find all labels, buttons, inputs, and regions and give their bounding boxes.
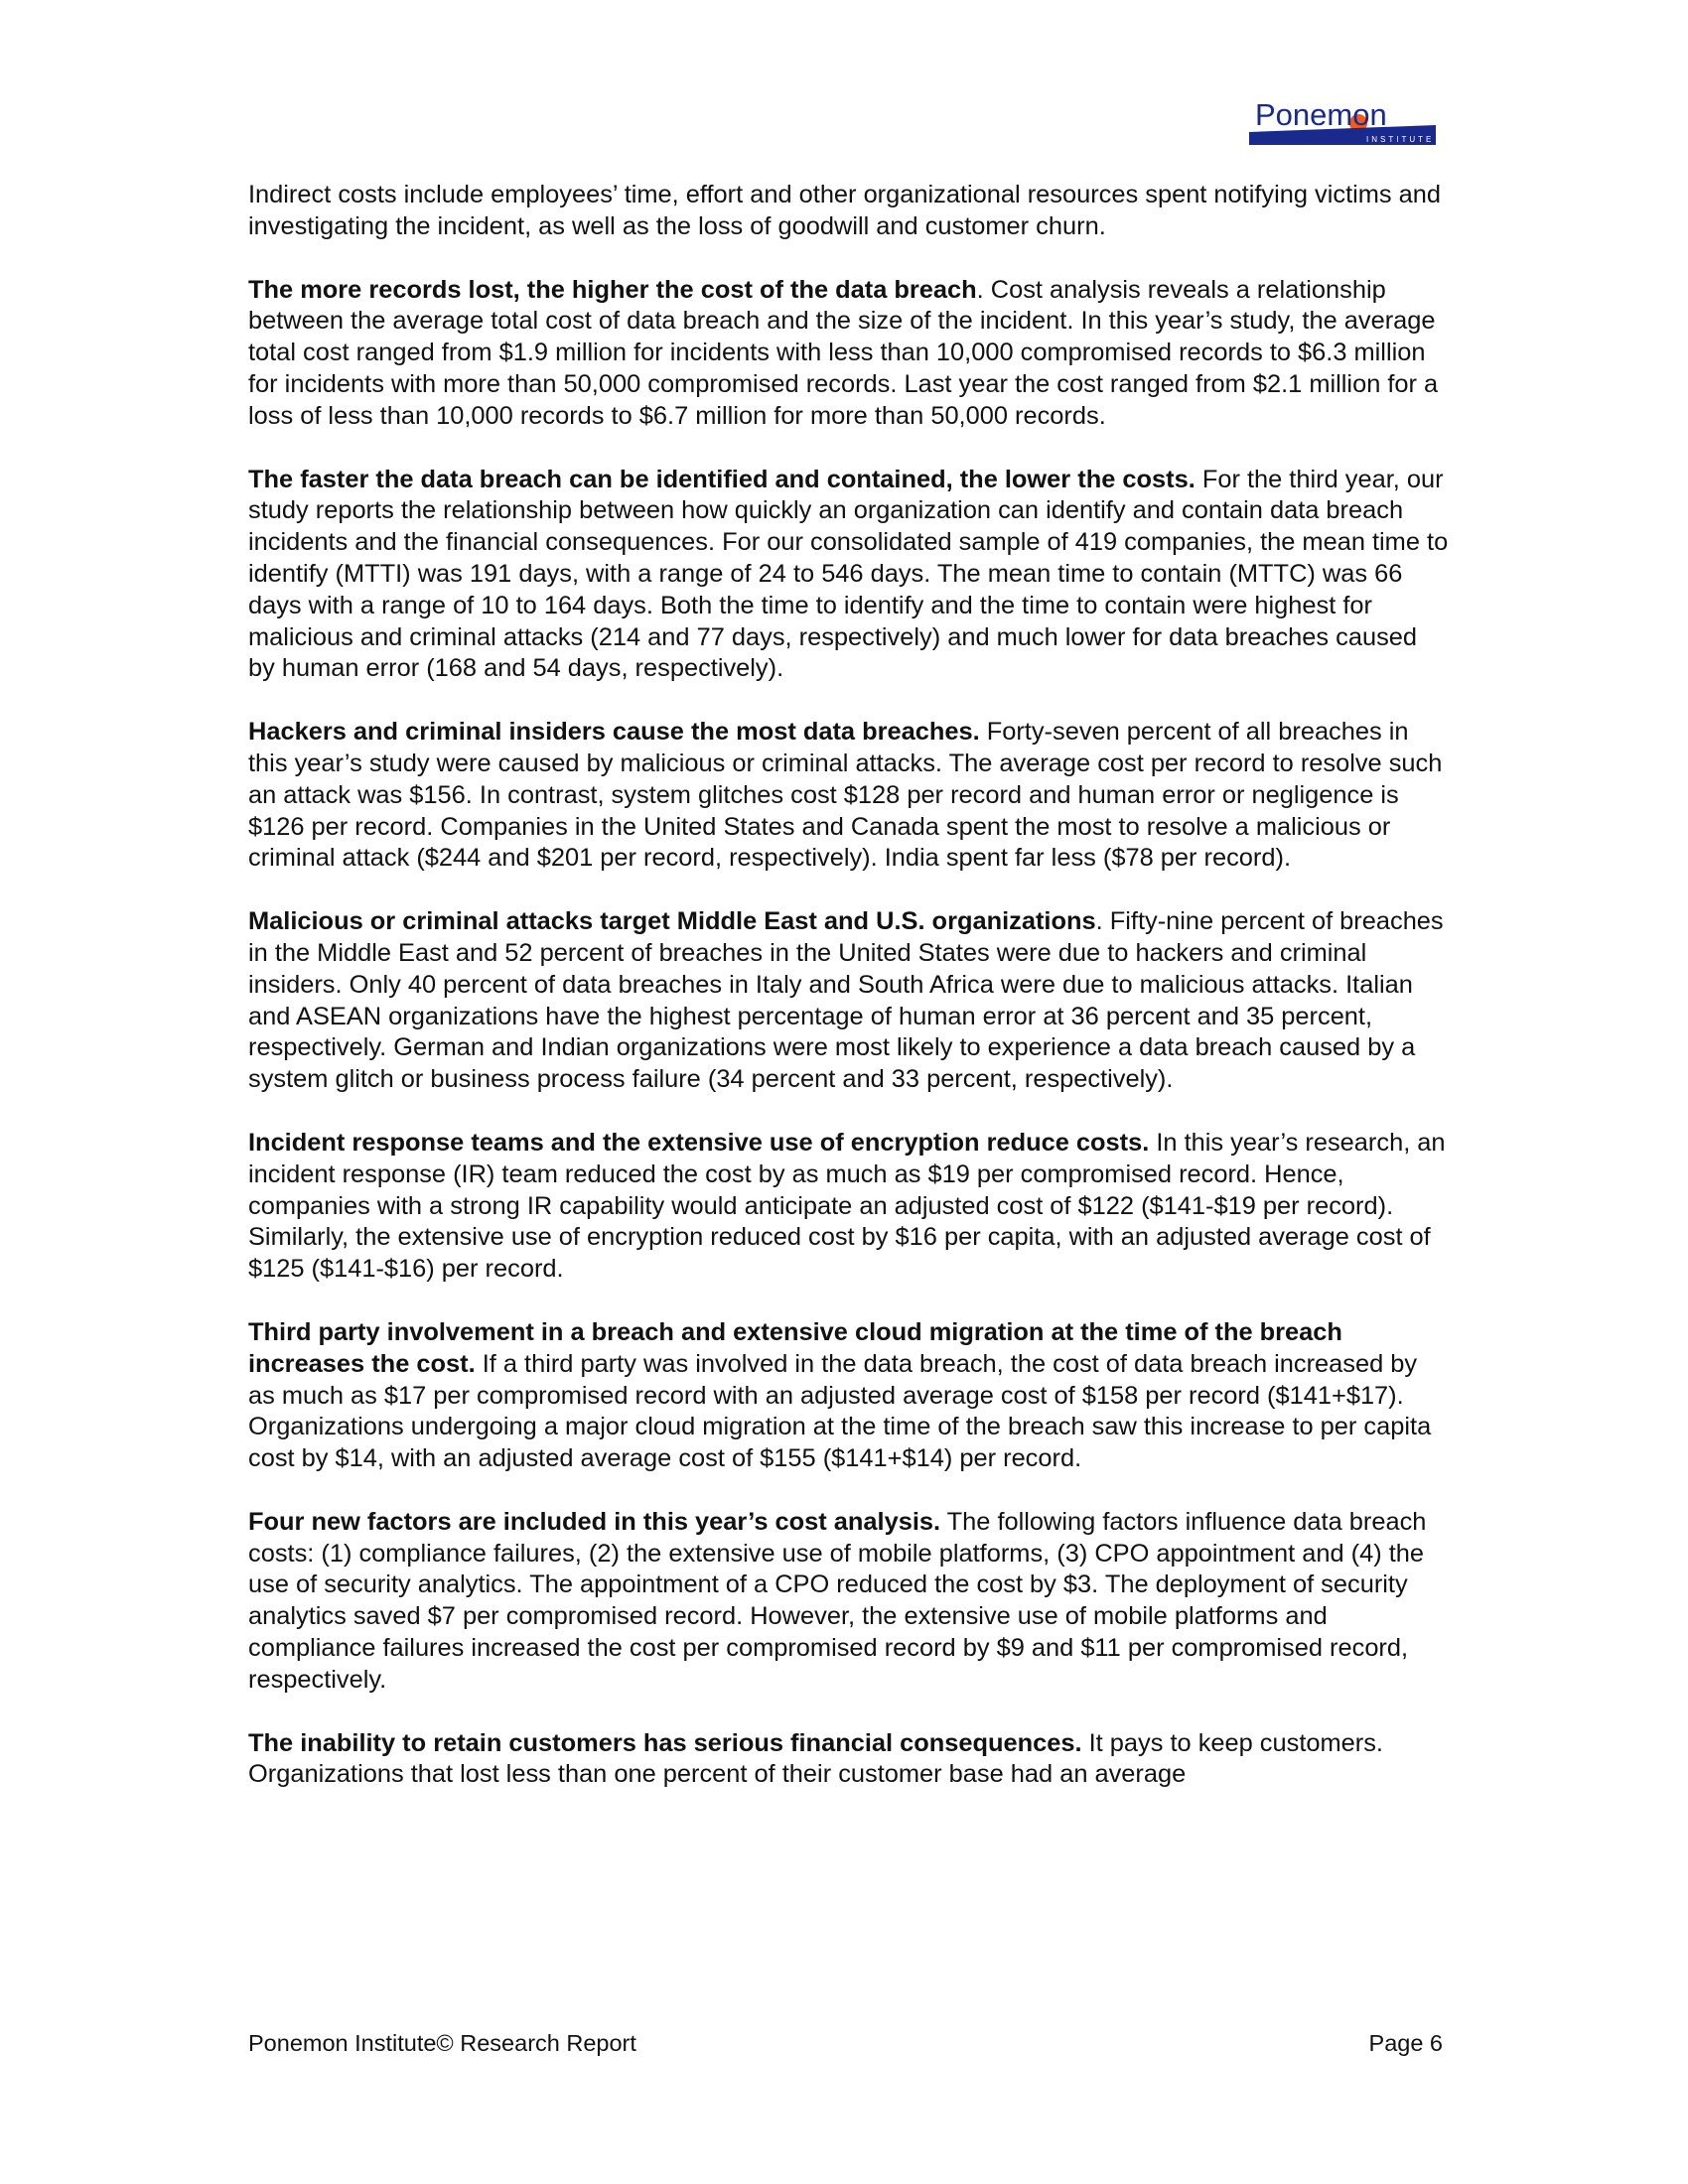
paragraph-lead: Incident response teams and the extensive use of encryption reduce costs. bbox=[248, 1128, 1150, 1157]
paragraph-text: If a third party was involved in the data breach, the cost of data breach increased by as much as $17 per compromised record with an adjusted average cost of $158 per record ($141+$17). Organizations undergoing a major cloud migration at the time of the breach saw this increase to per capita cost by $14, with an adjusted average cost of $155 ($141+$14) per record. bbox=[248, 1349, 1432, 1473]
page-footer bbox=[248, 2028, 1443, 2058]
footer-report-title: Ponemon Institute© Research Report bbox=[248, 2030, 636, 2056]
paragraph-third-party bbox=[248, 1317, 1450, 1475]
paragraph-malicious-attacks bbox=[248, 906, 1450, 1096]
ponemon-logo-graphic bbox=[1241, 95, 1440, 151]
paragraph-lead: Malicious or criminal attacks target Middle East and U.S. organizations bbox=[248, 907, 1096, 936]
logo-subtitle: INSTITUTE bbox=[1366, 135, 1435, 144]
ponemon-logo bbox=[1241, 95, 1440, 151]
paragraph-text: It pays to keep customers. Organizations that lost less than one percent of their customer base had an average bbox=[248, 1728, 1383, 1789]
paragraph-customer-retention bbox=[248, 1728, 1450, 1792]
page-number: Page 6 bbox=[1368, 2030, 1443, 2056]
report-body bbox=[248, 180, 1450, 1823]
paragraph-text: For the third year, our study reports the relationship between how quickly an organization can identify and contain data breach incidents and the financial consequences. For our consolidated sample of 419 companies, the mean time to identify (MTTI) was 191 days, with a range of 24 to 546 days. The mean time to contain (MTTC) was 66 days with a range of 10 to 164 days. Both the time to identify and the time to contain were highest for malicious and criminal attacks (214 and 77 days, respectively) and much lower for data breaches caused by human error (168 and 54 days, respectively). bbox=[248, 465, 1449, 683]
paragraph-text: Forty-seven percent of all breaches in this year’s study were caused by malicious or criminal attacks. The average cost per record to resolve such an attack was $156. In contrast, system glitches cost $128 per record and human error or negligence is $126 per record. Companies in the United States and Canada spent the most to resolve a malicious or criminal attack ($244 and $201 per record, respectively). India spent far less ($78 per record). bbox=[248, 718, 1443, 873]
paragraph-new-factors bbox=[248, 1507, 1450, 1697]
paragraph-identify-contain bbox=[248, 465, 1450, 686]
paragraph-lead: The inability to retain customers has serious financial consequences. bbox=[248, 1728, 1082, 1757]
paragraph-lead: Hackers and criminal insiders cause the most data breaches. bbox=[248, 718, 980, 747]
paragraph-lead: Four new factors are included in this year’s cost analysis. bbox=[248, 1507, 941, 1536]
paragraph-text: Indirect costs include employees’ time, effort and other organizational resources spent notifying victims and investigating the incident, as well as the loss of goodwill and customer churn. bbox=[248, 181, 1442, 240]
paragraph-indirect-costs bbox=[248, 180, 1450, 243]
logo-wordmark: Ponemon bbox=[1255, 97, 1387, 132]
paragraph-incident-response bbox=[248, 1128, 1450, 1286]
paragraph-text: . Cost analysis reveals a relationship between the average total cost of data breach and the size of the incident. In this year’s study, the average total cost ranged from $1.9 million for incidents with less than 10,000 compromised records to $6.3 million for incidents with more than 50,000 compromised records. Last year the cost ranged from $2.1 million for a loss of less than 10,000 records to $6.7 million for more than 50,000 records. bbox=[248, 275, 1439, 430]
paragraph-hackers bbox=[248, 717, 1450, 875]
paragraph-text: The following factors influence data breach costs: (1) compliance failures, (2) the extensive use of mobile platforms, (3) CPO appointment and (4) the use of security analytics. The appointment of a CPO reduced the cost by $3. The deployment of security analytics saved $7 per compromised record. However, the extensive use of mobile platforms and compliance failures increased the cost per compromised record by $9 and $11 per compromised record, respectively. bbox=[248, 1507, 1427, 1694]
paragraph-text: . Fifty-nine percent of breaches in the Middle East and 52 percent of breaches in the United States were due to hackers and criminal insiders. Only 40 percent of data breaches in Italy and South Africa were due to malicious attacks. Italian and ASEAN organizations have the highest percentage of human error at 36 percent and 35 percent, respectively. German and Indian organizations were most likely to experience a data breach caused by a system glitch or business process failure (34 percent and 33 percent, respectively). bbox=[248, 907, 1444, 1094]
paragraph-text: In this year’s research, an incident response (IR) team reduced the cost by as much as $19 per compromised record. Hence, companies with a strong IR capability would anticipate an adjusted cost of $122 ($141-$19 per record). Similarly, the extensive use of encryption reduced cost by $16 per capita, with an adjusted average cost of $125 ($141-$16) per record. bbox=[248, 1128, 1446, 1284]
paragraph-lead: The faster the data breach can be identified and contained, the lower the costs. bbox=[248, 465, 1196, 493]
paragraph-lead: Third party involvement in a breach and extensive cloud migration at the time of the breach increases the cost. bbox=[248, 1317, 1342, 1378]
paragraph-records-lost bbox=[248, 275, 1450, 433]
paragraph-lead: The more records lost, the higher the cost of the data breach bbox=[248, 275, 977, 304]
